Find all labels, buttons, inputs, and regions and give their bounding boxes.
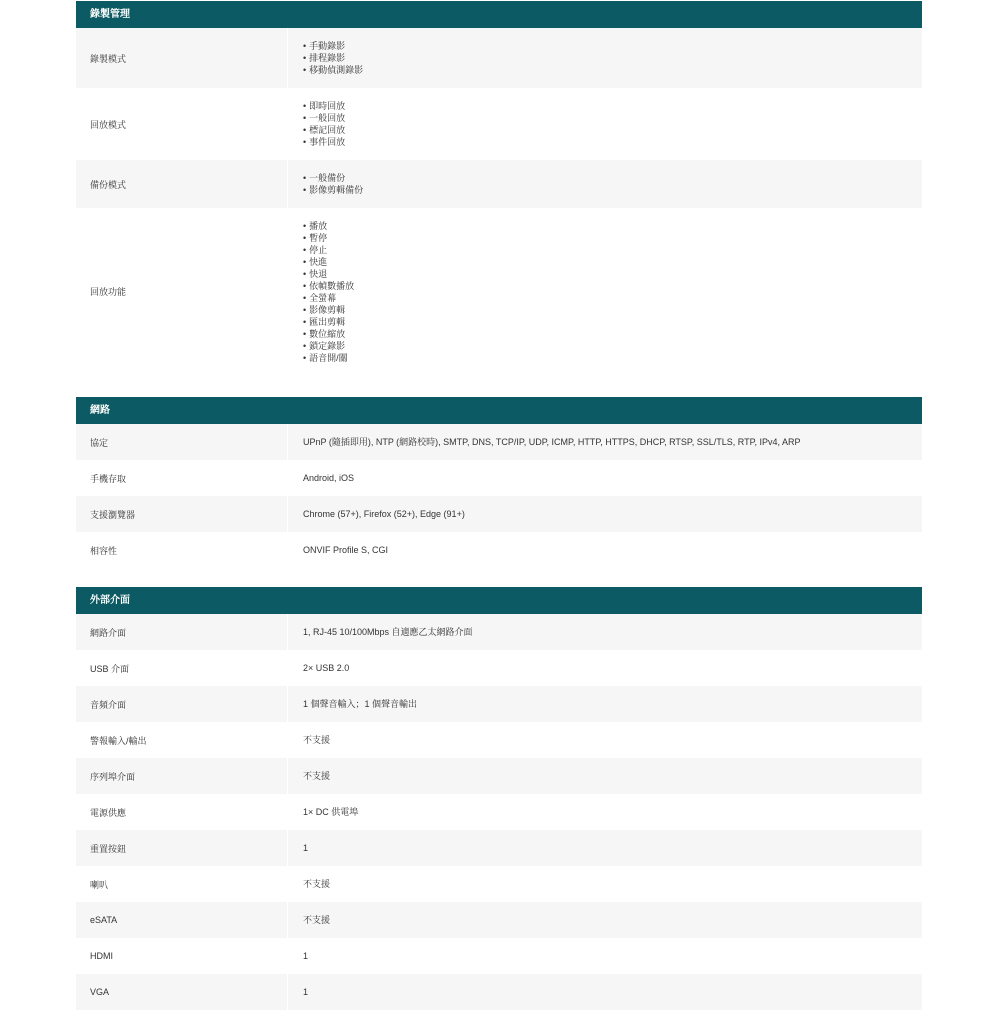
list-item: • 快退 [303, 268, 922, 280]
list-item: • 快進 [303, 256, 922, 268]
list-item: • 播放 [303, 220, 922, 232]
list-item: • 影像剪輯 [303, 304, 922, 316]
spec-label: USB 介面 [90, 663, 130, 674]
list-item: • 標記回放 [303, 124, 922, 136]
list-item: • 暫停 [303, 232, 922, 244]
spec-label: 備份模式 [90, 179, 127, 190]
list-item: • 語音開/關 [303, 352, 922, 364]
list-item: • 影像剪輯備份 [303, 184, 922, 196]
list-item: • 數位縮放 [303, 328, 922, 340]
list-item: • 手動錄影 [303, 40, 922, 52]
spec-row-mobile-access [76, 460, 922, 496]
spec-row-backup-mode [76, 160, 922, 208]
spec-label: 音頻介面 [90, 699, 127, 710]
spec-row-power [76, 794, 922, 830]
spec-label: 重置按鈕 [90, 843, 127, 854]
spec-value: 1 [287, 974, 922, 1010]
spec-row-network-interface [76, 614, 922, 650]
list-item: • 事件回放 [303, 136, 922, 148]
spec-value: 不支援 [287, 902, 922, 938]
list-item: • 依幀數播放 [303, 280, 922, 292]
spec-label: 相容性 [90, 545, 118, 556]
list-item: • 全螢幕 [303, 292, 922, 304]
spec-row-serial [76, 758, 922, 794]
spec-value: 1 個聲音輸入；1 個聲音輸出 [287, 686, 922, 722]
spec-value [287, 88, 922, 160]
spec-value [287, 28, 922, 88]
spec-value: 不支援 [287, 722, 922, 758]
spec-label: 網路介面 [90, 627, 127, 638]
spec-value: 1 [287, 938, 922, 974]
spec-value: Android, iOS [287, 460, 922, 496]
spec-value: Chrome (57+), Firefox (52+), Edge (91+) [287, 496, 922, 532]
spec-label: 電源供應 [90, 807, 127, 818]
list-item: • 一般回放 [303, 112, 922, 124]
spec-row-browser [76, 496, 922, 532]
spec-row-hdmi [76, 938, 922, 974]
spec-value: 1× DC 供電埠 [287, 794, 922, 830]
spec-row-esata [76, 902, 922, 938]
spec-label: 喇叭 [90, 879, 109, 890]
spec-label: 回放模式 [90, 119, 127, 130]
network-section [76, 397, 922, 568]
spec-row-speaker [76, 866, 922, 902]
spec-row-recording-mode [76, 28, 922, 88]
spec-value: UPnP (隨插即用), NTP (網路校時), SMTP, DNS, TCP/IP, UDP, ICMP, HTTP, HTTPS, DHCP, RTSP, SSL/TLS, RTP, IPv4, ARP [287, 424, 922, 460]
spec-label: VGA [90, 987, 110, 997]
spec-value: 不支援 [287, 866, 922, 902]
list-item: • 移動偵測錄影 [303, 64, 922, 76]
list-item: • 匯出剪輯 [303, 316, 922, 328]
spec-label: 手機存取 [90, 473, 127, 484]
list-item: • 停止 [303, 244, 922, 256]
spec-label: 警報輸入/輸出 [90, 735, 147, 746]
list-item: • 鎖定錄影 [303, 340, 922, 352]
spec-row-reset [76, 830, 922, 866]
spec-value: 1, RJ-45 10/100Mbps 自適應乙太網路介面 [287, 614, 922, 650]
network-section-header: 網路 [76, 397, 922, 424]
spec-value: 2× USB 2.0 [287, 650, 922, 686]
spec-value [287, 208, 922, 375]
spec-row-compatibility [76, 532, 922, 568]
spec-row-playback-mode [76, 88, 922, 160]
list-item: • 即時回放 [303, 100, 922, 112]
list-item: • 一般備份 [303, 172, 922, 184]
spec-label: eSATA [90, 915, 118, 925]
recording-section [76, 1, 922, 375]
spec-label: 錄製模式 [90, 53, 127, 64]
interface-section-header: 外部介面 [76, 587, 922, 614]
spec-label: 序列埠介面 [90, 771, 136, 782]
spec-row-protocol [76, 424, 922, 460]
spec-row-audio [76, 686, 922, 722]
interface-section [76, 587, 922, 1010]
spec-label: 回放功能 [90, 287, 127, 297]
spec-label: 協定 [90, 437, 109, 448]
spec-row-playback-function [76, 208, 922, 375]
spec-value: 不支援 [287, 758, 922, 794]
spec-label: 支援瀏覽器 [90, 509, 136, 520]
spec-value: ONVIF Profile S, CGI [287, 532, 922, 568]
spec-row-alarm-io [76, 722, 922, 758]
recording-section-header: 錄製管理 [76, 1, 922, 28]
list-item: • 排程錄影 [303, 52, 922, 64]
spec-value [287, 160, 922, 208]
spec-row-vga [76, 974, 922, 1010]
spec-label: HDMI [90, 951, 113, 961]
spec-row-usb [76, 650, 922, 686]
spec-value: 1 [287, 830, 922, 866]
